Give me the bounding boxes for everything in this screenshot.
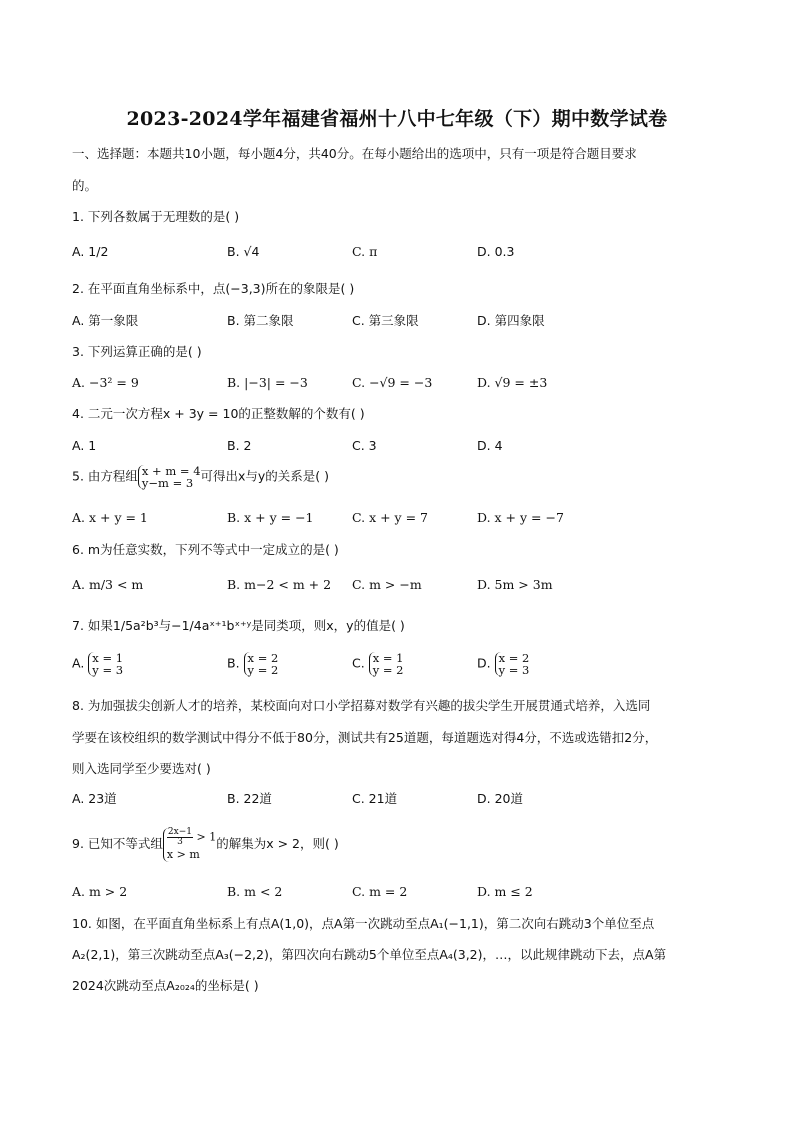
- option-a: A. −3² = 9: [72, 375, 139, 390]
- option-c: C. 21道: [352, 791, 398, 806]
- question-1-options: [72, 243, 732, 263]
- equation-system: [138, 465, 201, 489]
- option-c: C. x + y = 7: [352, 510, 428, 525]
- answer-system: x = 1 y = 3: [88, 652, 123, 676]
- system-line-1: x + m = 4: [141, 464, 201, 478]
- question-5-stem: [72, 465, 734, 489]
- option-b: B. x = 2 y = 2: [227, 651, 279, 677]
- stem-suffix: 的解集为x > 2，则( ): [216, 836, 339, 851]
- question-9-stem: [72, 826, 734, 862]
- option-d: D. 4: [477, 438, 503, 453]
- stem-prefix: 5. 由方程组: [72, 468, 138, 484]
- question-8-stem-line-1: 8. 为加强拔尖创新人才的培养，某校面向对口小学招募对数学有兴趣的拔尖学生开展贯通式培养，入选同: [72, 698, 651, 713]
- option-a: A. 1/2: [72, 244, 109, 259]
- question-4-options: [72, 437, 732, 457]
- option-c: C. −√9 = −3: [352, 375, 433, 390]
- answer-system: x = 1 y = 2: [369, 652, 404, 676]
- answer-system: x = 2 y = 2: [244, 652, 279, 676]
- option-b: B. 2: [227, 438, 252, 453]
- option-b: B. √4: [227, 244, 260, 259]
- stem-suffix: 可得出x与y的关系是( ): [200, 468, 330, 484]
- stem-prefix: 9. 已知不等式组: [72, 836, 163, 851]
- question-2-stem: 2. 在平面直角坐标系中，点(−3,3)所在的象限是( ): [72, 281, 355, 296]
- option-c: C. m = 2: [352, 884, 408, 899]
- option-d: D. 0.3: [477, 244, 515, 259]
- option-a: A. 第一象限: [72, 313, 139, 328]
- option-d: D. m ≤ 2: [477, 884, 533, 899]
- system-line-1: $\frac{2x-1}{3}$ > 1: [167, 826, 217, 847]
- option-d: D. 20道: [477, 791, 523, 806]
- section-heading: 一、选择题：本题共10小题，每小题4分，共40分。在每小题给出的选项中，只有一项是符合题目要求: [72, 146, 637, 161]
- option-b: B. 第二象限: [227, 313, 294, 328]
- question-6-options: [72, 576, 732, 596]
- question-6-stem: 6. m为任意实数，下列不等式中一定成立的是( ): [72, 542, 339, 557]
- question-3-options: [72, 374, 732, 394]
- system-line-2: x > m: [166, 847, 200, 861]
- question-10-stem-line-1: 10. 如图，在平面直角坐标系上有点A(1,0)，点A第一次跳动至点A₁(−1,1)，第二次向右跳动3个单位至点: [72, 916, 655, 931]
- option-b: B. x + y = −1: [227, 510, 314, 525]
- section-heading-cont: 的。: [72, 178, 98, 193]
- inequality-system: [163, 828, 216, 862]
- option-c: C. m > −m: [352, 577, 422, 592]
- option-a: A. m/3 < m: [72, 577, 144, 592]
- question-10-stem-line-3: 2024次跳动至点A₂₀₂₄的坐标是( ): [72, 978, 259, 993]
- option-d: D. x + y = −7: [477, 510, 564, 525]
- question-7-stem: 7. 如果1/5a²b³与−1/4aˣ⁺¹bˣ⁺ʸ是同类项，则x，y的值是( ): [72, 618, 405, 633]
- question-3-stem: 3. 下列运算正确的是( ): [72, 344, 202, 359]
- page-title: 2023-2024学年福建省福州十八中七年级（下）期中数学试卷: [126, 108, 668, 130]
- option-a: A. m > 2: [72, 884, 128, 899]
- option-a: A. 1: [72, 438, 97, 453]
- question-7-options: [72, 652, 732, 680]
- question-5-options: [72, 509, 732, 529]
- option-c: C. 3: [352, 438, 377, 453]
- question-8-options: [72, 790, 732, 810]
- option-a: A. 23道: [72, 791, 117, 806]
- question-2-options: [72, 312, 732, 332]
- option-c: C. 第三象限: [352, 313, 419, 328]
- question-9-options: [72, 883, 732, 903]
- option-d: D. 第四象限: [477, 313, 545, 328]
- question-8-stem-line-3: 则入选同学至少要选对( ): [72, 761, 211, 776]
- option-c: C. π: [352, 244, 378, 259]
- question-4-stem: 4. 二元一次方程x + 3y = 10的正整数解的个数有( ): [72, 406, 365, 421]
- option-d: D. 5m > 3m: [477, 577, 553, 592]
- option-b: B. m−2 < m + 2: [227, 577, 332, 592]
- option-d: D. √9 = ±3: [477, 375, 548, 390]
- option-b: B. m < 2: [227, 884, 283, 899]
- option-b: B. |−3| = −3: [227, 375, 308, 390]
- option-b: B. 22道: [227, 791, 272, 806]
- option-a: A. x + y = 1: [72, 510, 148, 525]
- option-d: D. x = 2 y = 3: [477, 651, 530, 677]
- system-line-2: y−m = 3: [141, 476, 194, 490]
- option-c: C. x = 1 y = 2: [352, 651, 404, 677]
- fraction: $\frac{2x-1}{3}$: [167, 826, 192, 847]
- answer-system: x = 2 y = 3: [495, 652, 530, 676]
- question-10-stem-line-2: A₂(2,1)，第三次跳动至点A₃(−2,2)，第四次向右跳动5个单位至点A₄(3,2)，…，以此规律跳动下去，点A第: [72, 947, 667, 962]
- question-8-stem-line-2: 学要在该校组织的数学测试中得分不低于80分，测试共有25道题，每道题选对得4分，不选或选错扣2分，: [72, 730, 658, 745]
- question-1-stem: 1. 下列各数属于无理数的是( ): [72, 209, 240, 224]
- option-a: A. x = 1 y = 3: [72, 651, 124, 677]
